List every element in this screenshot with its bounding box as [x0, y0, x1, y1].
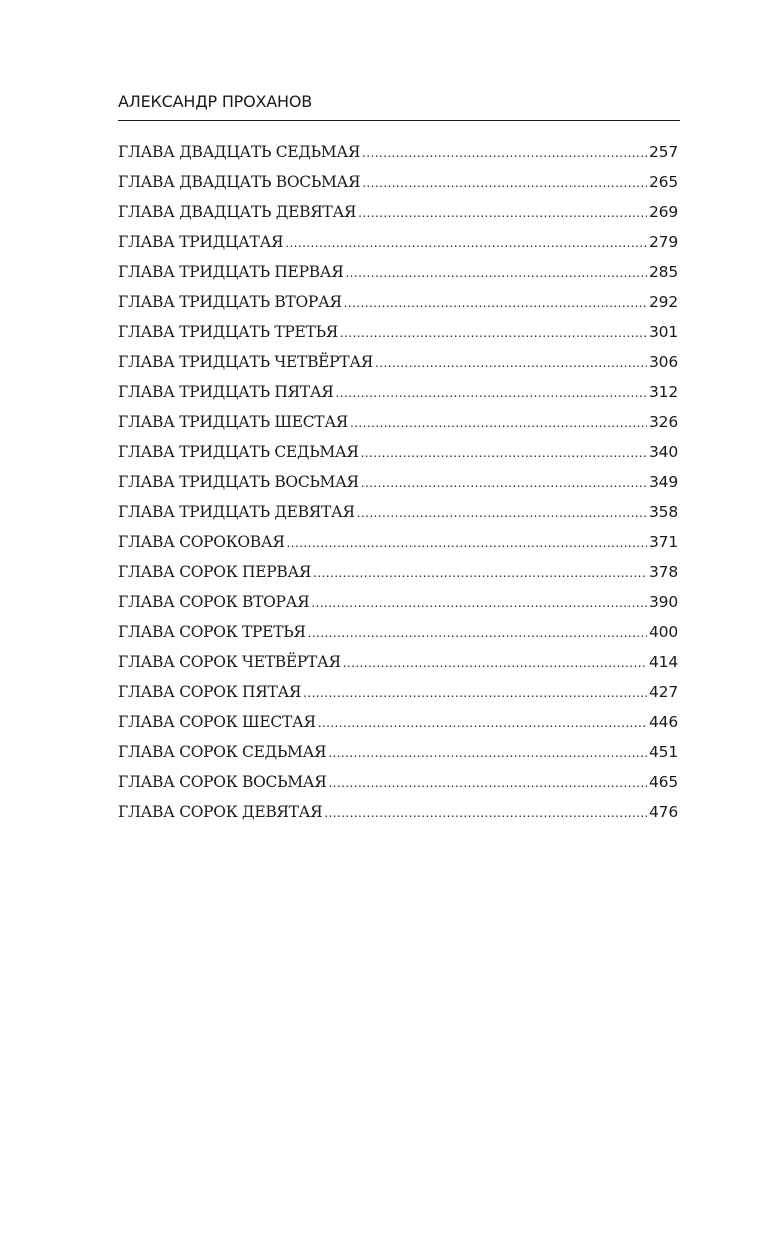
toc-dot-leader — [345, 266, 647, 280]
toc-dot-leader — [361, 476, 647, 490]
toc-entry[interactable] — [118, 263, 678, 293]
toc-entry-page: 465 — [649, 773, 678, 791]
toc-entry-title: ГЛАВА ТРИДЦАТЬ ТРЕТЬЯ — [118, 323, 338, 341]
toc-entry[interactable] — [118, 443, 678, 473]
toc-entry-title: ГЛАВА ТРИДЦАТЬ ПЕРВАЯ — [118, 263, 344, 281]
toc-dot-leader — [340, 326, 647, 340]
running-head-author: АЛЕКСАНДР ПРОХАНОВ — [118, 92, 313, 111]
toc-entry-page: 390 — [649, 593, 678, 611]
toc-entry-title: ГЛАВА ДВАДЦАТЬ ВОСЬМАЯ — [118, 173, 361, 191]
toc-entry-page: 371 — [649, 533, 678, 551]
toc-entry-page: 301 — [649, 323, 678, 341]
toc-entry-page: 257 — [649, 143, 678, 161]
toc-entry-page: 378 — [649, 563, 678, 581]
toc-entry[interactable] — [118, 353, 678, 383]
toc-entry-title: ГЛАВА СОРОКОВАЯ — [118, 533, 285, 551]
toc-entry-title: ГЛАВА СОРОК ВТОРАЯ — [118, 593, 310, 611]
toc-entry[interactable] — [118, 293, 678, 323]
toc-entry[interactable] — [118, 323, 678, 353]
toc-entry-title: ГЛАВА ТРИДЦАТЬ ДЕВЯТАЯ — [118, 503, 355, 521]
toc-entry-title: ГЛАВА СОРОК ЧЕТВЁРТАЯ — [118, 653, 341, 671]
toc-entry-title: ГЛАВА ТРИДЦАТЬ СЕДЬМАЯ — [118, 443, 359, 461]
toc-entry-page: 476 — [649, 803, 678, 821]
toc-entry[interactable] — [118, 563, 678, 593]
toc-dot-leader — [328, 776, 647, 790]
toc-dot-leader — [318, 716, 647, 730]
toc-entry-page: 265 — [649, 173, 678, 191]
toc-entry-page: 340 — [649, 443, 678, 461]
toc-entry[interactable] — [118, 593, 678, 623]
toc-entry-title: ГЛАВА ТРИДЦАТЬ ПЯТАЯ — [118, 383, 334, 401]
toc-entry-page: 269 — [649, 203, 678, 221]
toc-dot-leader — [328, 746, 647, 760]
toc-entry[interactable] — [118, 413, 678, 443]
toc-dot-leader — [362, 176, 647, 190]
toc-entry-page: 285 — [649, 263, 678, 281]
toc-entry[interactable] — [118, 233, 678, 263]
toc-dot-leader — [311, 596, 647, 610]
toc-dot-leader — [361, 446, 647, 460]
toc-dot-leader — [285, 236, 647, 250]
toc-entry-page: 326 — [649, 413, 678, 431]
toc-entry-page: 451 — [649, 743, 678, 761]
toc-entry[interactable] — [118, 173, 678, 203]
toc-entry-title: ГЛАВА ТРИДЦАТЬ ЧЕТВЁРТАЯ — [118, 353, 374, 371]
toc-entry-page: 349 — [649, 473, 678, 491]
toc-entry-page: 279 — [649, 233, 678, 251]
toc-dot-leader — [375, 356, 647, 370]
toc-entry-title: ГЛАВА СОРОК ШЕСТАЯ — [118, 713, 316, 731]
toc-entry[interactable] — [118, 533, 678, 563]
toc-entry-page: 292 — [649, 293, 678, 311]
toc-entry[interactable] — [118, 773, 678, 803]
toc-entry-title: ГЛАВА ДВАДЦАТЬ СЕДЬМАЯ — [118, 143, 361, 161]
toc-dot-leader — [358, 206, 647, 220]
toc-entry-page: 446 — [649, 713, 678, 731]
toc-entry-page: 414 — [649, 653, 678, 671]
toc-entry-page: 312 — [649, 383, 678, 401]
toc-entry[interactable] — [118, 683, 678, 713]
toc-dot-leader — [343, 656, 647, 670]
toc-dot-leader — [324, 806, 647, 820]
toc-dot-leader — [344, 296, 647, 310]
toc-entry[interactable] — [118, 743, 678, 773]
toc-dot-leader — [350, 416, 647, 430]
toc-dot-leader — [308, 626, 647, 640]
toc-entry-page: 400 — [649, 623, 678, 641]
table-of-contents — [118, 143, 678, 833]
toc-entry[interactable] — [118, 503, 678, 533]
toc-entry-title: ГЛАВА ТРИДЦАТЬ ШЕСТАЯ — [118, 413, 348, 431]
toc-dot-leader — [287, 536, 647, 550]
toc-entry-title: ГЛАВА СОРОК ВОСЬМАЯ — [118, 773, 327, 791]
toc-entry-title: ГЛАВА ДВАДЦАТЬ ДЕВЯТАЯ — [118, 203, 357, 221]
toc-entry[interactable] — [118, 713, 678, 743]
toc-entry[interactable] — [118, 143, 678, 173]
toc-entry[interactable] — [118, 623, 678, 653]
header-rule — [118, 120, 680, 121]
toc-dot-leader — [313, 566, 647, 580]
toc-entry[interactable] — [118, 203, 678, 233]
toc-entry-title: ГЛАВА ТРИДЦАТАЯ — [118, 233, 284, 251]
toc-entry-title: ГЛАВА СОРОК ДЕВЯТАЯ — [118, 803, 323, 821]
toc-entry-title: ГЛАВА СОРОК ТРЕТЬЯ — [118, 623, 306, 641]
toc-entry-page: 358 — [649, 503, 678, 521]
toc-entry-page: 306 — [649, 353, 678, 371]
toc-dot-leader — [303, 686, 647, 700]
toc-entry[interactable] — [118, 653, 678, 683]
toc-dot-leader — [362, 146, 647, 160]
toc-entry[interactable] — [118, 473, 678, 503]
toc-entry-page: 427 — [649, 683, 678, 701]
toc-entry-title: ГЛАВА СОРОК СЕДЬМАЯ — [118, 743, 327, 761]
toc-entry-title: ГЛАВА СОРОК ПЯТАЯ — [118, 683, 302, 701]
toc-entry-title: ГЛАВА ТРИДЦАТЬ ВТОРАЯ — [118, 293, 342, 311]
toc-entry-title: ГЛАВА ТРИДЦАТЬ ВОСЬМАЯ — [118, 473, 359, 491]
toc-dot-leader — [335, 386, 647, 400]
toc-dot-leader — [357, 506, 647, 520]
toc-entry[interactable] — [118, 383, 678, 413]
toc-entry[interactable] — [118, 803, 678, 833]
toc-entry-title: ГЛАВА СОРОК ПЕРВАЯ — [118, 563, 312, 581]
